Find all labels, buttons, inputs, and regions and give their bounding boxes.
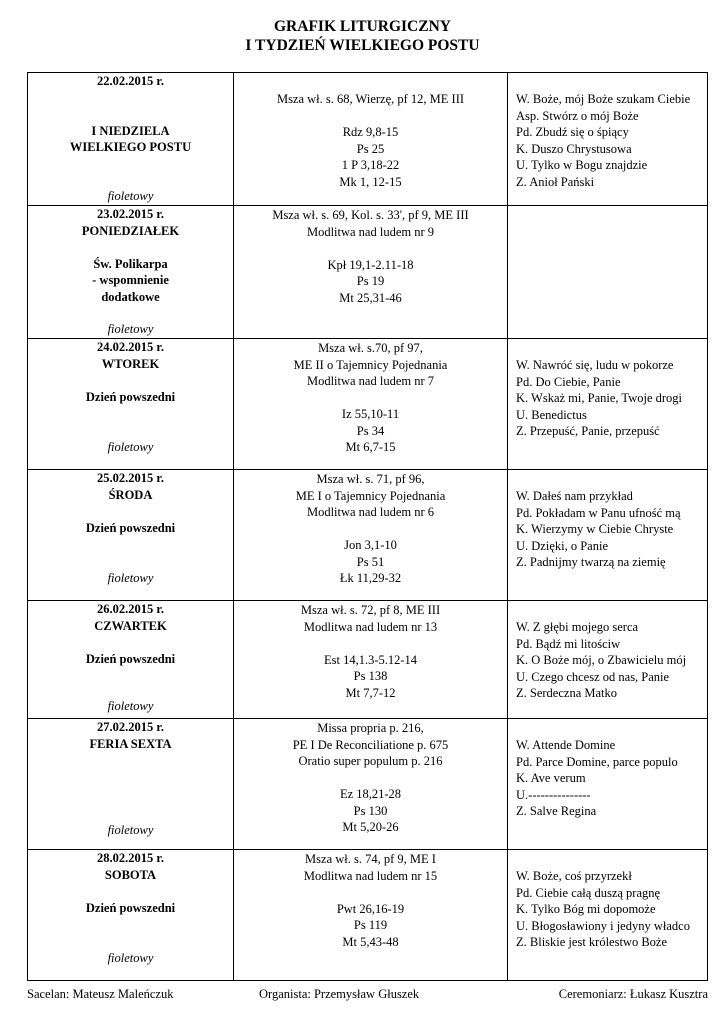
mass-line: Ps 19 bbox=[356, 274, 385, 288]
mass-line bbox=[234, 635, 507, 652]
mass-line: Oratio super populum p. 216 bbox=[298, 754, 443, 768]
day-date: 27.02.2015 r. bbox=[97, 720, 164, 734]
song-line: Pd. Ciebie całą duszą pragnę bbox=[516, 885, 661, 900]
song-line: W. Boże, coś przyrzekł bbox=[516, 869, 632, 883]
title-line-2: I TYDZIEŃ WIELKIEGO POSTU bbox=[245, 37, 480, 54]
mass-line: Msza wł. s.70, pf 97, bbox=[318, 341, 423, 355]
mass-line: Ps 138 bbox=[353, 669, 388, 683]
day-name-line: ŚRODA bbox=[108, 487, 153, 502]
mass-line: 1 P 3,18-22 bbox=[341, 158, 400, 172]
mass-line: PE I De Reconciliatione p. 675 bbox=[292, 737, 449, 752]
mass-line bbox=[234, 770, 507, 787]
mass-line: Kpł 19,1-2.11-18 bbox=[327, 257, 414, 272]
mass-line: ME I o Tajemnicy Pojednania bbox=[295, 488, 446, 503]
songs-cell bbox=[508, 719, 708, 850]
song-line: Z. Salve Regina bbox=[516, 804, 597, 818]
day-name-line: WIELKIEGO POSTU bbox=[69, 140, 192, 154]
mass-line: Modlitwa nad ludem nr 7 bbox=[306, 374, 435, 388]
song-line: Z. Padnijmy twarzą na ziemię bbox=[516, 555, 666, 569]
songs-cell bbox=[508, 850, 708, 981]
song-line: U.--------------- bbox=[516, 787, 591, 802]
day-row bbox=[28, 470, 708, 601]
song-line: Pd. Bądź mi litościw bbox=[516, 636, 621, 651]
day-cell bbox=[28, 470, 234, 601]
song-line: U. Błogosławiony i jedyny władco bbox=[516, 918, 690, 933]
schedule-table bbox=[27, 72, 708, 981]
mass-line: Msza wł. s. 69, Kol. s. 33', pf 9, ME III bbox=[272, 208, 469, 222]
day-cell bbox=[28, 719, 234, 850]
mass-line: Ez 18,21-28 bbox=[339, 787, 402, 801]
day-cell bbox=[28, 339, 234, 470]
day-subtitle-line: Dzień powszedni bbox=[85, 900, 176, 915]
day-subtitle-line: - wspomnienie bbox=[92, 273, 169, 287]
song-line: U. Czego chcesz od nas, Panie bbox=[516, 669, 670, 684]
song-line: W. Nawróć się, ludu w pokorze bbox=[516, 358, 674, 372]
mass-line: Ps 51 bbox=[356, 554, 385, 569]
mass-line: Łk 11,29-32 bbox=[339, 571, 402, 585]
mass-line: Modlitwa nad ludem nr 13 bbox=[303, 619, 438, 634]
song-line: K. Ave verum bbox=[516, 771, 586, 785]
song-line: Z. Serdeczna Matko bbox=[516, 686, 618, 700]
mass-line bbox=[234, 390, 507, 407]
footer-ceremoniarz: Ceremoniarz: Łukasz Kusztra bbox=[558, 987, 708, 1001]
mass-line bbox=[234, 240, 507, 257]
mass-cell bbox=[234, 339, 508, 470]
song-line: K. Duszo Chrystusowa bbox=[516, 141, 632, 156]
songs-cell bbox=[508, 339, 708, 470]
mass-line: Mk 1, 12-15 bbox=[339, 174, 402, 189]
day-name-line bbox=[28, 90, 233, 107]
mass-line: Modlitwa nad ludem nr 15 bbox=[303, 868, 438, 883]
day-name-line bbox=[28, 106, 233, 123]
mass-line: Mt 5,20-26 bbox=[342, 820, 399, 834]
day-cell bbox=[28, 73, 234, 206]
mass-line: Mt 7,7-12 bbox=[345, 685, 396, 700]
song-line: W. Z głębi mojego serca bbox=[516, 620, 639, 634]
song-line: W. Boże, mój Boże szukam Ciebie bbox=[516, 92, 691, 106]
liturgical-color: fioletowy bbox=[107, 571, 154, 585]
document-title bbox=[0, 17, 725, 55]
liturgical-color: fioletowy bbox=[107, 189, 154, 203]
day-name-line bbox=[28, 239, 233, 256]
mass-line: Rdz 9,8-15 bbox=[342, 125, 399, 139]
mass-line: Missa propria p. 216, bbox=[317, 721, 424, 735]
songs-cell bbox=[508, 470, 708, 601]
song-line: Pd. Zbudź się o śpiący bbox=[516, 125, 629, 139]
liturgical-color: fioletowy bbox=[107, 951, 154, 965]
mass-line: Msza wł. s. 68, Wierzę, pf 12, ME III bbox=[276, 92, 465, 106]
day-subtitle-line: dodatkowe bbox=[101, 289, 160, 304]
day-name-line: FERIA SEXTA bbox=[89, 736, 172, 751]
day-row bbox=[28, 601, 708, 719]
day-name-line: PONIEDZIAŁEK bbox=[81, 223, 180, 238]
footer-organista: Organista: Przemysław Głuszek bbox=[259, 987, 420, 1001]
song-line: K. Tylko Bóg mi dopomoże bbox=[516, 902, 656, 916]
mass-line bbox=[234, 521, 507, 538]
song-line: Asp. Stwórz o mój Boże bbox=[516, 108, 639, 123]
mass-line: Mt 5,43-48 bbox=[342, 934, 399, 949]
day-subtitle-line: Dzień powszedni bbox=[85, 651, 176, 666]
mass-cell bbox=[234, 601, 508, 719]
song-line: Z. Bliskie jest królestwo Boże bbox=[516, 935, 668, 949]
day-name-line: WTOREK bbox=[101, 356, 160, 371]
day-name-line bbox=[28, 503, 233, 520]
song-line: K. O Boże mój, o Zbawicielu mój bbox=[516, 653, 687, 667]
mass-line: ME II o Tajemnicy Pojednania bbox=[293, 357, 448, 372]
mass-cell bbox=[234, 470, 508, 601]
mass-cell bbox=[234, 719, 508, 850]
song-line: Pd. Do Ciebie, Panie bbox=[516, 374, 621, 389]
song-line: Pd. Parce Domine, parce populo bbox=[516, 754, 678, 769]
mass-line bbox=[234, 108, 507, 125]
mass-line: Mt 6,7-15 bbox=[345, 440, 396, 454]
song-line: Z. Anioł Pański bbox=[516, 174, 595, 189]
liturgical-color: fioletowy bbox=[107, 440, 154, 454]
mass-cell bbox=[234, 73, 508, 206]
song-line: U. Dzięki, o Panie bbox=[516, 538, 608, 553]
liturgical-color: fioletowy bbox=[107, 823, 154, 837]
songs-cell bbox=[508, 601, 708, 719]
day-subtitle-line: Św. Polikarpa bbox=[93, 256, 168, 271]
day-subtitle-line: Dzień powszedni bbox=[85, 520, 176, 535]
day-name-line: I NIEDZIELA bbox=[91, 123, 170, 138]
day-cell bbox=[28, 206, 234, 339]
day-row bbox=[28, 719, 708, 850]
mass-line: Modlitwa nad ludem nr 9 bbox=[306, 224, 435, 239]
day-name-line bbox=[28, 634, 233, 651]
day-row bbox=[28, 339, 708, 470]
day-row bbox=[28, 206, 708, 339]
mass-line: Pwt 26,16-19 bbox=[336, 901, 405, 916]
mass-line: Msza wł. s. 71, pf 96, bbox=[316, 472, 425, 486]
mass-line bbox=[234, 884, 507, 901]
day-cell bbox=[28, 601, 234, 719]
song-line: W. Attende Domine bbox=[516, 738, 616, 752]
song-line: Pd. Pokładam w Panu ufność mą bbox=[516, 505, 681, 520]
song-line: K. Wskaż mi, Panie, Twoje drogi bbox=[516, 391, 682, 405]
day-date: 24.02.2015 r. bbox=[97, 340, 164, 354]
mass-line: Mt 25,31-46 bbox=[339, 290, 402, 305]
mass-line: Msza wł. s. 74, pf 9, ME I bbox=[305, 852, 436, 866]
day-row bbox=[28, 73, 708, 206]
day-row bbox=[28, 850, 708, 981]
song-line: W. Dałeś nam przykład bbox=[516, 489, 633, 503]
day-cell bbox=[28, 850, 234, 981]
day-date: 23.02.2015 r. bbox=[97, 207, 164, 221]
day-date: 26.02.2015 r. bbox=[97, 602, 164, 616]
day-date: 22.02.2015 r. bbox=[97, 74, 164, 88]
songs-cell bbox=[508, 73, 708, 206]
song-line: K. Wierzymy w Ciebie Chryste bbox=[516, 522, 674, 536]
day-date: 25.02.2015 r. bbox=[97, 471, 164, 485]
mass-line: Ps 119 bbox=[353, 918, 388, 932]
song-line: U. Tylko w Bogu znajdzie bbox=[516, 158, 648, 172]
day-subtitle-line: Dzień powszedni bbox=[85, 389, 176, 404]
day-name-line bbox=[28, 372, 233, 389]
liturgical-color: fioletowy bbox=[107, 699, 154, 713]
song-line: U. Benedictus bbox=[516, 407, 587, 422]
mass-line: Jon 3,1-10 bbox=[344, 538, 397, 552]
mass-line: Iz 55,10-11 bbox=[341, 407, 400, 421]
footer-sacelan: Sacelan: Mateusz Maleńczuk bbox=[27, 987, 174, 1001]
mass-line: Msza wł. s. 72, pf 8, ME III bbox=[300, 603, 441, 617]
mass-cell bbox=[234, 206, 508, 339]
mass-line: Ps 130 bbox=[353, 803, 388, 818]
day-name-line: SOBOTA bbox=[104, 867, 157, 882]
song-line: Z. Przepuść, Panie, przepuść bbox=[516, 424, 660, 438]
mass-line: Ps 34 bbox=[356, 423, 385, 438]
mass-line: Est 14,1.3-5.12-14 bbox=[323, 652, 418, 667]
day-name-line bbox=[28, 883, 233, 900]
mass-cell bbox=[234, 850, 508, 981]
mass-line: Modlitwa nad ludem nr 6 bbox=[306, 505, 435, 519]
title-line-1: GRAFIK LITURGICZNY bbox=[274, 18, 451, 35]
mass-line: Ps 25 bbox=[356, 141, 385, 156]
songs-cell bbox=[508, 206, 708, 339]
day-name-line: CZWARTEK bbox=[94, 618, 167, 633]
liturgical-color: fioletowy bbox=[107, 322, 154, 336]
day-date: 28.02.2015 r. bbox=[97, 851, 164, 865]
